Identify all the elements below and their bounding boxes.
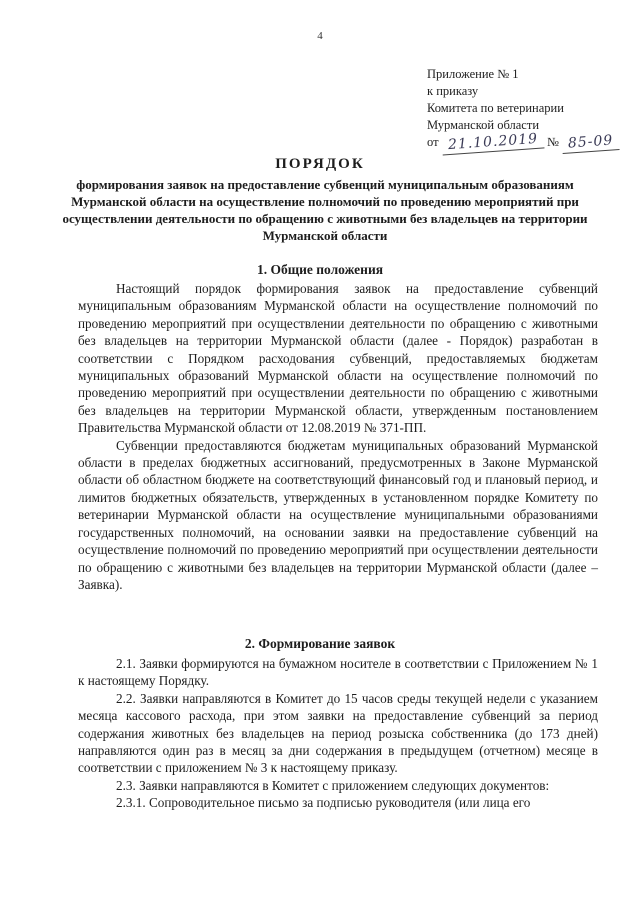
appendix-date-line	[427, 130, 619, 154]
paragraph: 2.3. Заявки направляются в Комитет с приложением следующих документов:	[116, 777, 550, 793]
page-number: 4	[317, 30, 323, 42]
appendix-line: к приказу	[427, 84, 479, 98]
appendix-block	[427, 66, 619, 152]
section-1-body	[78, 280, 598, 593]
paragraph: 2.1. Заявки формируются на бумажном носителе в соответствии с Приложением № 1 к настоящему Порядку.	[78, 656, 598, 689]
handwritten-number: 85-09	[561, 132, 619, 154]
appendix-line: Мурманской области	[427, 118, 540, 132]
number-prefix: №	[546, 135, 559, 149]
paragraph: 2.2. Заявки направляются в Комитет до 15 часов среды текущей недели с указанием месяца кассового расхода, при этом заявки на предоставление субвенций за период содержания животных без владельцев на период розыска собственника (до 173 дней) направляются один раз в месяц за дни содержания в предыдущем (отчетном) месяце в соответствии с приложением № 3 к настоящему приказу.	[78, 690, 598, 776]
appendix-line: Комитета по ветеринарии	[427, 101, 564, 115]
section-heading-1: 1. Общие положения	[256, 262, 384, 277]
document-title: ПОРЯДОК	[275, 156, 365, 172]
paragraph: Субвенции предоставляются бюджетам муниципальных образований Мурманской области в пределах бюджетных ассигнований, предусмотренных в Законе Мурманской области об областном бюджете на соответствующий финансовый год и плановый период, и лимитов бюджетных обязательств, утвержденных в установленном порядке Комитету по ветеринарии Мурманской области на осуществление муниципальными образованиями государственных полномочий, на основании заявки на предоставление субвенций на осуществление полномочий по проведению мероприятий при осуществлении деятельности по обращению с животными без владельцев на территории Мурманской области (далее – Заявка).	[78, 437, 598, 592]
paragraph: Настоящий порядок формирования заявок на предоставление субвенций муниципальным образованиям Мурманской области на осуществление полномочий по проведению мероприятий при осуществлении деятельности по обращению с животными без владельцев на территории Мурманской области (далее - Порядок) разработан в соответствии с Порядком расходования субвенций, предоставляемых бюджетам муниципальных образований Мурманской области на осуществление полномочий по проведению мероприятий при осуществлении деятельности по обращению с животными без владельцев на территории Мурманской области, утвержденным постановлением Правительства Мурманской области от 12.08.2019 № 371-ПП.	[78, 281, 598, 436]
handwritten-date: 21.10.2019	[441, 130, 544, 155]
paragraph: 2.3.1. Сопроводительное письмо за подписью руководителя (или лица его	[116, 795, 531, 811]
section-2-body	[78, 655, 598, 812]
appendix-line: Приложение № 1	[427, 67, 519, 81]
date-prefix: от	[427, 135, 439, 149]
document-subtitle: формирования заявок на предоставление субвенций муниципальным образованиям Мурманской области на осуществление полномочий по проведению мероприятий при осуществлении деятельности по обращению с животными без владельцев на территории Мурманской области	[62, 177, 588, 243]
section-heading-2: 2. Формирование заявок	[244, 636, 396, 651]
